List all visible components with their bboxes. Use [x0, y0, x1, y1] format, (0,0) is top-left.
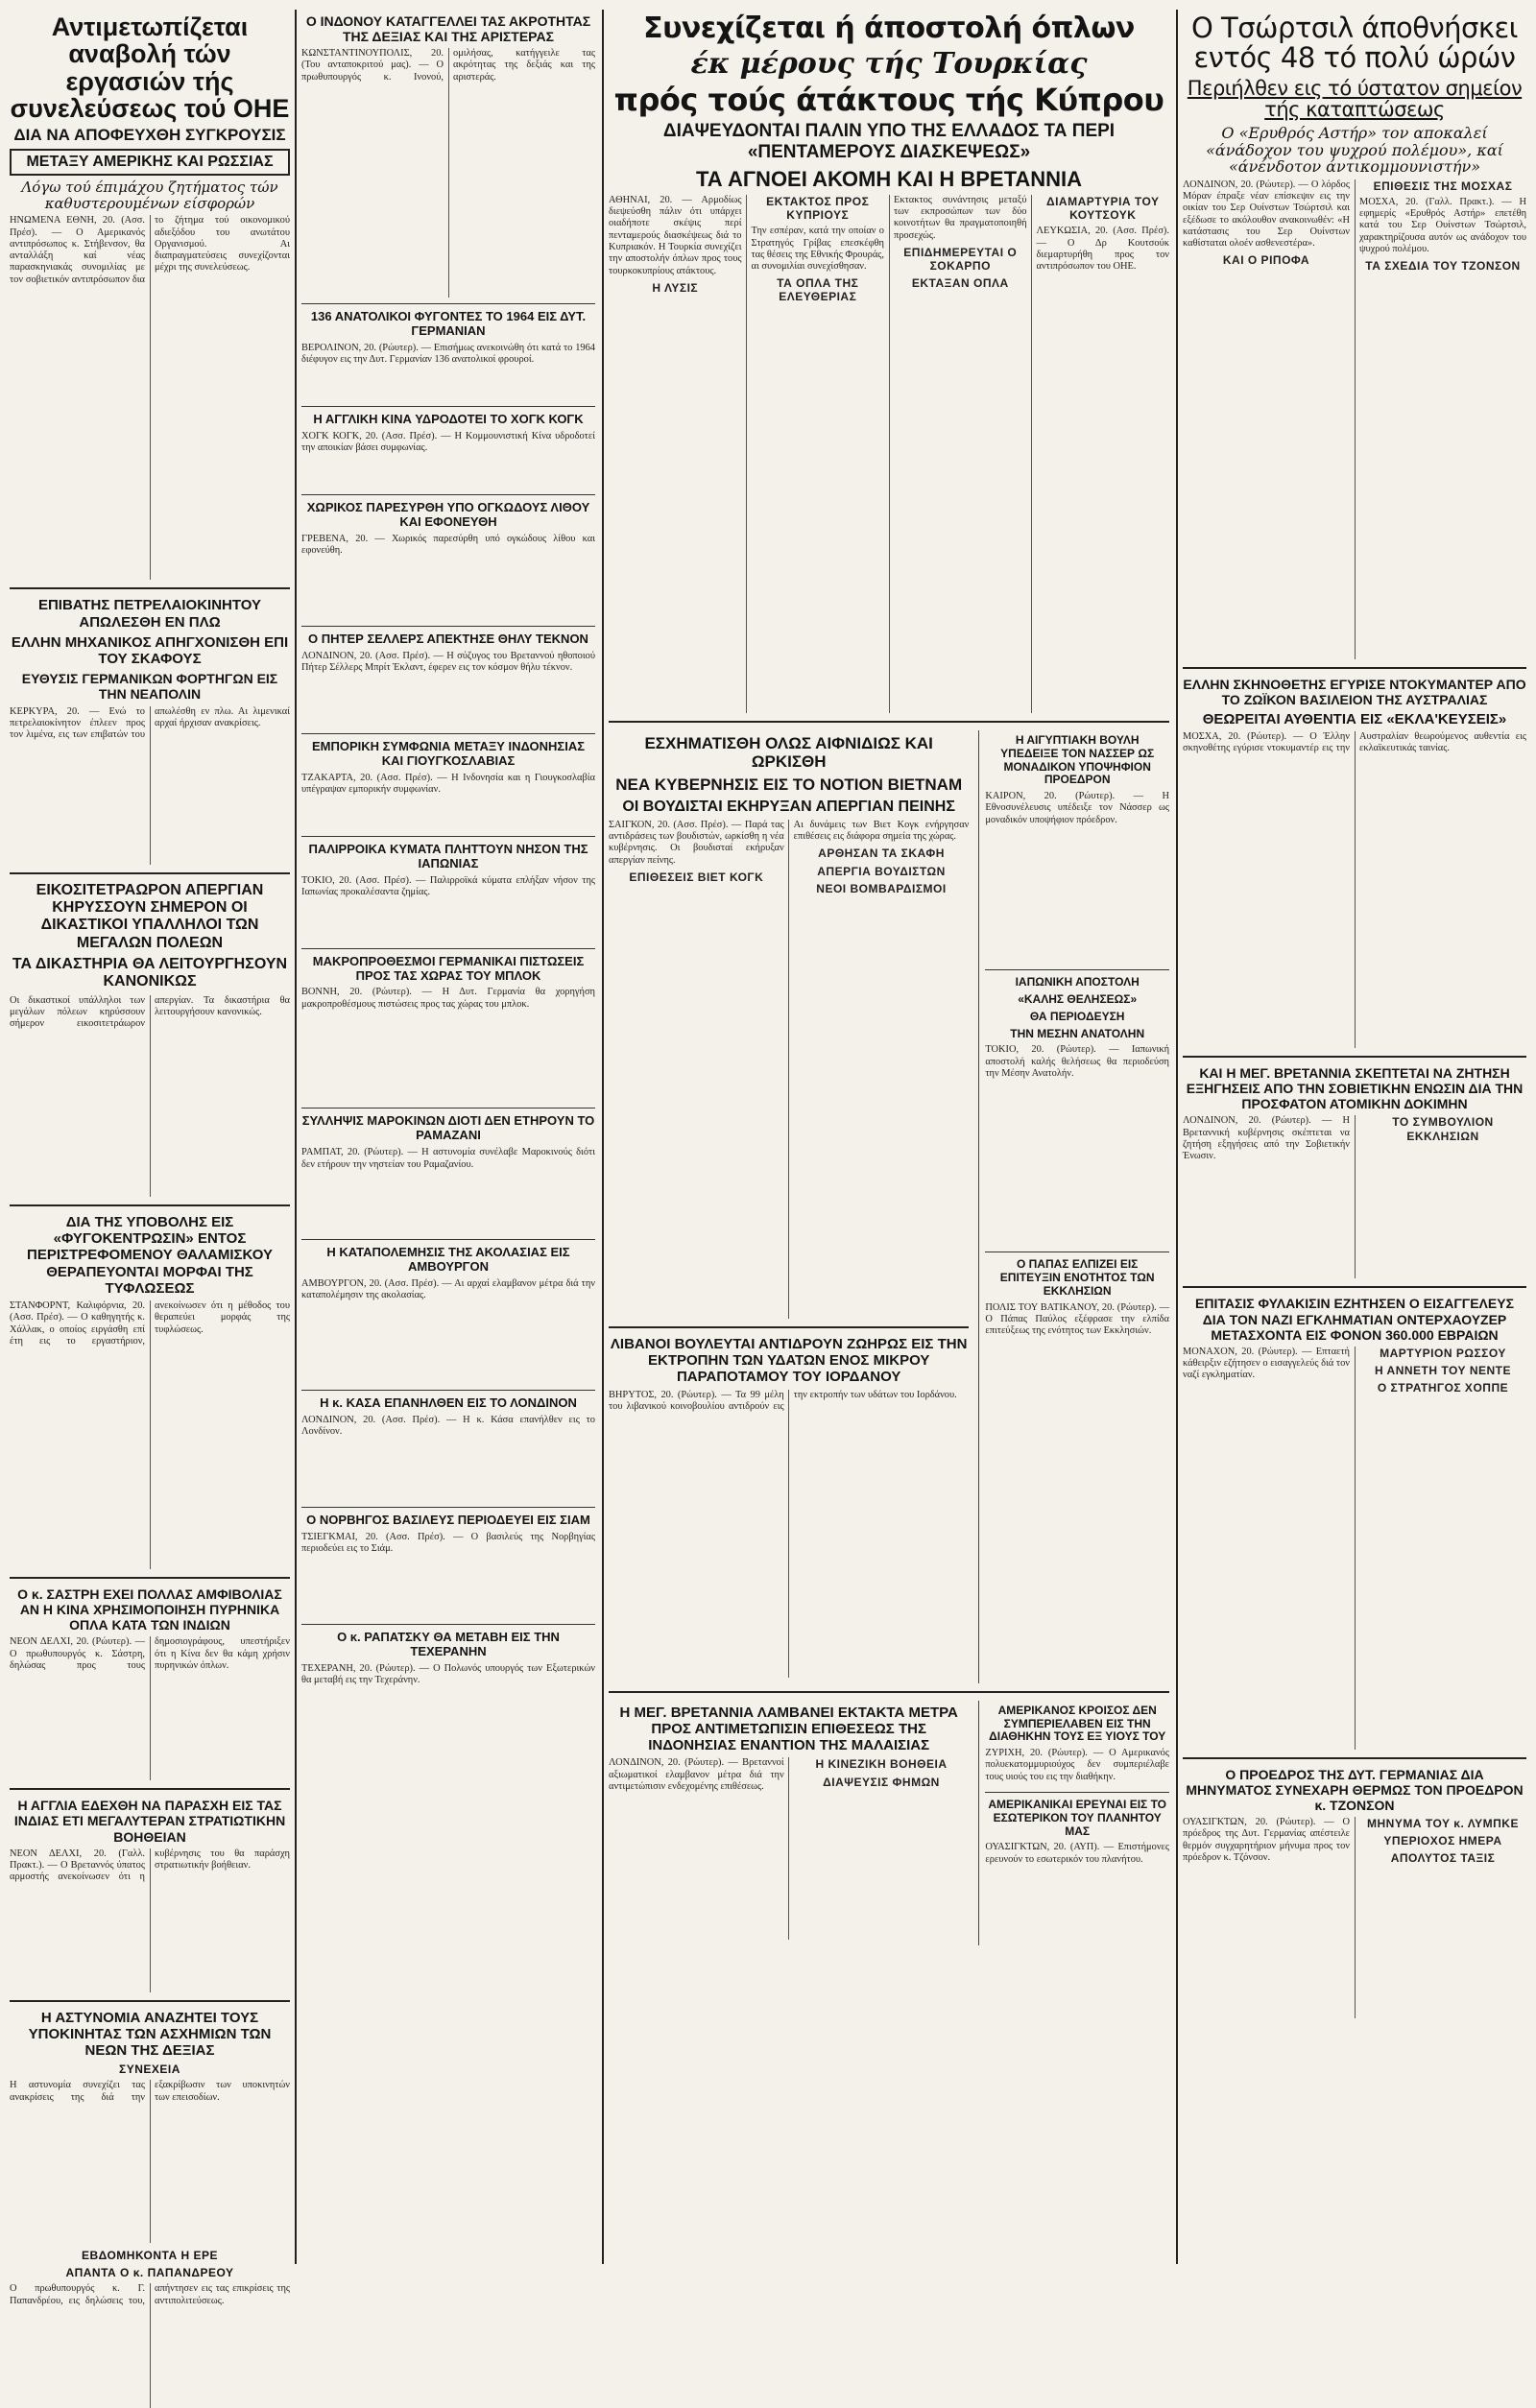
article-text: ΣΑΙΓΚΟΝ, 20. (Ασσ. Πρέσ). — Παρά τας αντιδράσεις των βουδιστών, ωρκίσθη η νέα κυβέρνησις. Οι βουδισταί εκήρυξαν απεργίαν πείνης. [609, 819, 784, 866]
vietnam-article [609, 730, 969, 1683]
headline-italic: έκ μέρους τής Τουρκίας [690, 47, 1088, 82]
section-head: ΕΒΔΟΜΗΚΟΝΤΑ Η ΕΡΕ [81, 2249, 219, 2263]
article-body: ΤΕΧΕΡΑΝΗ, 20. (Ρώυτερ). — Ο Πολωνός υπουργός των Εξωτερικών θα μεταβή εις την Τεχεράνην. [301, 1662, 595, 1686]
subheadline-italic: Λόγω τού έπιμάχου ζητήματος τών καθυστερουμένων είσφορών [21, 179, 278, 212]
article-body: ΣΤΑΝΦΟΡΝΤ, Καλιφόρνια, 20. (Ασσ. Πρέσ). — Ο καθηγητής κ. Χάλλακ, ο οποίος ειργάσθη επί έτη εις το εργαστήριον, ανεκοίνωσεν ότι η μέθοδος του θεραπεύει μορφάς της τυφλώσεως. [10, 1300, 290, 1347]
section-head: ΕΠΙΔΗΜΕΡΕΥΤΑΙ Ο ΣΟΚΑΡΠΟ [903, 245, 1018, 274]
article-body: Οι δικαστικοί υπάλληλοι των μεγάλων πόλεων κηρύσσουν σήμερον εικοσιτετράωρον απεργίαν. Τα δικαστήρια θα λειτουργήσουν κανονικώς. [10, 994, 290, 1030]
column-1 [10, 10, 290, 2306]
article-body: ΓΡΕΒΕΝΑ, 20. — Χωρικός παρεσύρθη υπό ογκώδους λίθου και εφονεύθη. [301, 533, 595, 557]
column-rule [602, 10, 604, 2264]
article-title: Ο ΠΡΟΕΔΡΟΣ ΤΗΣ ΔΥΤ. ΓΕΡΜΑΝΙΑΣ ΔΙΑ ΜΗΝΥΜΑΤΟΣ ΣΥΝΕΧΑΡΗ ΘΕΡΜΩΣ ΤΟΝ ΠΡΟΕΔΡΟΝ κ. ΤΖΟΝΣΟΝ [1186, 1766, 1524, 1813]
article-title: Ο ΙΝΔΟΝΟΥ ΚΑΤΑΓΓΕΛΛΕΙ ΤΑΣ ΑΚΡΟΤΗΤΑΣ ΤΗΣ ΔΕΞΙΑΣ ΚΑΙ ΤΗΣ ΑΡΙΣΤΕΡΑΣ [305, 13, 591, 45]
article-title: Ο κ. ΡΑΠΑΤΣΚΥ ΘΑ ΜΕΤΑΒΗ ΕΙΣ ΤΗΝ ΤΕΧΕΡΑΝΗΝ [337, 1630, 560, 1658]
subheadline-italic: Ο «Ερυθρός Αστήρ» τον αποκαλεί «άνάδοχον του ψυχρού πολέμου», καί «άνένδοτον άντικομμουνιστήν» [1206, 123, 1503, 177]
article-title: ΧΩΡΙΚΟΣ ΠΑΡΕΣΥΡΘΗ ΥΠΟ ΟΓΚΩΔΟΥΣ ΛΙΘΟΥ ΚΑΙ ΕΦΟΝΕΥΘΗ [306, 500, 590, 529]
article-body: ΧΟΓΚ ΚΟΓΚ, 20. (Ασσ. Πρέσ). — Η Κομμουνιστική Κίνα υδροδοτεί την αποικίαν βάσει συμφωνίας. [301, 431, 595, 454]
article-text: ΜΟΝΑΧΟΝ, 20. (Ρώυτερ). — Επταετή κάθειρξιν εζήτησεν ο εισαγγελεύς διά τον ναζί εγκληματίαν. [1183, 1346, 1350, 1381]
article-title: 136 ΑΝΑΤΟΛΙΚΟΙ ΦΥΓΟΝΤΕΣ ΤΟ 1964 ΕΙΣ ΔΥΤ. ΓΕΡΜΑΝΙΑΝ [310, 309, 587, 339]
article-body: ΑΜΒΟΥΡΓΟΝ, 20. (Ασσ. Πρέσ). — Αι αρχαί ελαμβανον μέτρα διά την καταπολέμησιν της ακολασίας. [301, 1278, 595, 1301]
article-body: ΗΝΩΜΕΝΑ ΕΘΝΗ, 20. (Ασσ. Πρέσ). — Ο Αμερικανός αντιπρόσωπος κ. Στήβενσον, θα ανταλλάξη καί νέας παρασκηνιακάς συνομιλίας με τον σοβιετικόν αντιπρόσωπον δια το ζήτημα τού οικονομικού αδιεξόδου του ανωτάτου Οργανισμού. Αι διαπραγματεύσεις συνεχίζονται μέχρι της συνελεύσεως. [10, 215, 290, 285]
subheadline: ΔΙΑ ΝΑ ΑΠΟΦΕΥΧΘΗ ΣΥΓΚΡΟΥΣΙΣ [13, 126, 286, 145]
section-head: ΕΚΤΑΚΤΟΣ ΠΡΟΣ ΚΥΠΡΙΟΥΣ [766, 194, 870, 223]
article-subtitle: ΤΑ ΔΙΚΑΣΤΗΡΙΑ ΘΑ ΛΕΙΤΟΥΡΓΗΣΟΥΝ ΚΑΝΟΝΙΚΩΣ [12, 956, 288, 990]
article-body: ΛΟΝΔΙΝΟΝ, 20. (Ασσ. Πρέσ). — Η σύζυγος του Βρεταννού ηθοποιού Πήτερ Σέλλερς Μπρίτ Έκλαντ, έφερεν εις τον κόσμον θήλυ τέκνον. [301, 650, 595, 674]
article-title: Η ΑΣΤΥΝΟΜΙΑ ΑΝΑΖΗΤΕΙ ΤΟΥΣ ΥΠΟΚΙΝΗΤΑΣ ΤΩΝ ΑΣΧΗΜΙΩΝ ΤΩΝ ΝΕΩΝ ΤΗΣ ΔΕΞΙΑΣ [28, 2009, 272, 2060]
article-body: ΛΟΝΔΙΝΟΝ, 20. (Ασσ. Πρέσ). — Η κ. Κάσα επανήλθεν εις το Λονδίνον. [301, 1415, 595, 1438]
article-title: ΑΜΕΡΙΚΑΝΟΣ ΚΡΟΙΣΟΣ ΔΕΝ ΣΥΜΠΕΡΙΕΛΑΒΕΝ ΕΙΣ ΤΗΝ ΔΙΑΘΗΚΗΝ ΤΟΥΣ ΕΞ ΥΙΟΥΣ ΤΟΥ [989, 1703, 1166, 1744]
section-head: ΚΑΙ Ο ΡΙΠΟΦΑ [1222, 253, 1310, 268]
section-head: ΑΠΑΝΤΑ Ο κ. ΠΑΠΑΝΔΡΕΟΥ [65, 2266, 234, 2280]
column-2 [301, 10, 595, 2264]
subheadline-boxed: ΜΕΤΑΞΥ ΑΜΕΡΙΚΗΣ ΚΑΙ ΡΩΣΣΙΑΣ [10, 149, 290, 176]
article-body: ΜΟΣΧΑ, 20. (Ρώυτερ). — Ο Έλλην σκηνοθέτης εγύρισε ντοκυμαντέρ εις την Αυστραλίαν θεωρούμενος αυθεντία εις εκλαϊκευτικάς ταινίας. [1183, 731, 1526, 754]
article-text: ΜΟΣΧΑ, 20. (Γαλλ. Πρακτ.). — Η εφημερίς «Ερυθρός Αστήρ» επετέθη κατά του Σερ Ουίνστων Τσώρτσιλ, χαρακτηρίζουσα αυτόν ως ανάδοχον του ψυχρού πολέμου. [1359, 196, 1526, 254]
article-body: ΠΟΛΙΣ ΤΟΥ ΒΑΤΙΚΑΝΟΥ, 20. (Ρώυτερ). — Ο Πάπας Παύλος εξέφρασε την ελπίδα επιτεύξεως της ενότητος των Εκκλησιών. [985, 1301, 1169, 1337]
side-articles [978, 730, 1169, 1683]
article-title: ΛΙΒΑΝΟΙ ΒΟΥΛΕΥΤΑΙ ΑΝΤΙΔΡΟΥΝ ΖΩΗΡΩΣ ΕΙΣ ΤΗΝ ΕΚΤΡΟΠΗΝ ΤΩΝ ΥΔΑΤΩΝ ΕΝΟΣ ΜΙΚΡΟΥ ΠΑΡΑΠΟΤΑΜΟΥ ΤΟΥ ΙΟΡΔΑΝΟΥ [610, 1335, 968, 1386]
section-head: ΕΚΤΑΞΑΝ ΟΠΛΑ [911, 276, 1009, 291]
article-body [609, 1757, 969, 1940]
section-head: ΤΟ ΣΥΜΒΟΥΛΙΟΝ ΕΚΚΛΗΣΙΩΝ [1392, 1115, 1494, 1143]
article-text: ΛΟΝΔΙΝΟΝ, 20. (Ρώυτερ). — Ο λόρδος Μόραν έπραξε νέαν επίσκεψιν εις την οικίαν του Σερ Ουίνστων Τσώρτσιλ και εξέδωσε το ακόλουθον ανακοινωθέν: «Η κατάστασις του Σερ Ουίνστων καθίσταται ολοέν ασθενεστέρα». [1183, 179, 1350, 250]
article-title: ΕΣΧΗΜΑΤΙΣΘΗ ΟΛΩΣ ΑΙΦΝΙΔΙΩΣ ΚΑΙ ΩΡΚΙΣΘΗ [644, 733, 933, 772]
section-head: Η ΛΥΣΙΣ [652, 280, 699, 295]
article-body [1183, 1817, 1526, 2018]
headline-main: Συνεχίζεται ή άποστολή όπλων [643, 12, 1135, 45]
section-head: ΝΕΟΙ ΒΟΜΒΑΡΔΙΣΜΟΙ [816, 881, 947, 895]
subheadline: ΔΙΑΨΕΥΔΟΝΤΑΙ ΠΑΛΙΝ ΥΠΟ ΤΗΣ ΕΛΛΑΔΟΣ ΤΑ ΠΕΡΙ «ΠΕΝΤΑΜΕΡΟΥΣ ΔΙΑΣΚΕΨΕΩΣ» [662, 120, 1116, 162]
article-text: ΟΥΑΣΙΓΚΤΩΝ, 20. (Ρώυτερ). — Ο πρόεδρος της Δυτ. Γερμανίας απέστειλε θερμόν συγχαρητήριον μήνυμα προς τον πρόεδρον κ. Τζόνσον. [1183, 1817, 1350, 1863]
article-text: ΛΕΥΚΩΣΙΑ, 20. (Ασσ. Πρέσ). — Ο Δρ Κουτσούκ διεμαρτυρήθη προς τον αντιπρόσωπον του ΟΗΕ. [1036, 226, 1169, 273]
article-body [609, 195, 1169, 713]
section-head: ΑΠΕΡΓΙΑ ΒΟΥΔΙΣΤΩΝ [817, 864, 946, 878]
article-body: Ο πρωθυπουργός κ. Γ. Παπανδρέου, εις δηλώσεις του, απήντησεν εις τας επικρίσεις της αντιπολιτεύσεως. [10, 2283, 290, 2306]
subheadline: Περιήλθεν εις τό ύστατον σημείον τής καταπτώσεως [1187, 76, 1523, 122]
section-head: ΔΙΑΜΑΡΤΥΡΙΑ ΤΟΥ ΚΟΥΤΣΟΥΚ [1045, 194, 1160, 223]
article-title: ΚΑΙ Η ΜΕΓ. ΒΡΕΤΑΝΝΙΑ ΣΚΕΠΤΕΤΑΙ ΝΑ ΖΗΤΗΣΗ ΕΞΗΓΗΣΕΙΣ ΑΠΟ ΤΗΝ ΣΟΒΙΕΤΙΚΗΝ ΕΝΩΣΙΝ ΔΙΑ ΤΗΝ ΠΡΟΣΦΑΤΟΝ ΑΤΟΜΙΚΗΝ ΔΟΚΙΜΗΝ [1186, 1065, 1524, 1112]
article-body: ΤΟΚΙΟ, 20. (Ασσ. Πρέσ). — Παλιρροϊκά κύματα επλήξαν νήσον της Ιαπωνίας προκαλέσαντα ζημίας. [301, 874, 595, 897]
article-title: «ΚΑΛΗΣ ΘΕΛΗΣΕΩΣ» [1018, 991, 1138, 1006]
article-body: Η αστυνομία συνεχίζει τας ανακρίσεις της διά την εξακρίβωσιν των υποκινητών των επεισοδίων. [10, 2080, 290, 2103]
article-body: ΒΟΝΝΗ, 20. (Ρώυτερ). — Η Δυτ. Γερμανία θα χορηγήση μακροπροθέσμους πιστώσεις προς τας χώρας του μπλοκ. [301, 987, 595, 1010]
article-text: ΛΟΝΔΙΝΟΝ, 20. (Ρώυτερ). — Βρεταννοί αξιωματικοί ελαμβανον μέτρα διά την αντιμετώπισιν ενδεχομένης επιθέσεως. [609, 1757, 784, 1792]
section-head: ΤΑ ΟΠΛΑ ΤΗΣ ΕΛΕΥΘΕΡΙΑΣ [777, 276, 859, 304]
article-body: ΡΑΜΠΑΤ, 20. (Ρώυτερ). — Η αστυνομία συνέλαβε Μαροκινούς διότι δεν ετήρουν την νηστείαν του Ραμαζανίου. [301, 1147, 595, 1170]
section-head: ΣΥΝΕΧΕΙΑ [119, 2062, 180, 2077]
article-title: ΕΜΠΟΡΙΚΗ ΣΥΜΦΩΝΙΑ ΜΕΤΑΞΥ ΙΝΔΟΝΗΣΙΑΣ ΚΑΙ ΓΙΟΥΓΚΟΣΛΑΒΙΑΣ [311, 738, 586, 768]
article-title: ΑΜΕΡΙΚΑΝΙΚΑΙ ΕΡΕΥΝΑΙ ΕΙΣ ΤΟ ΕΣΩΤΕΡΙΚΟΝ ΤΟΥ ΠΛΑΝΗΤΟΥ ΜΑΣ [988, 1798, 1167, 1838]
article-subtitle: ΕΥΘΥΣΙΣ ΓΕΡΜΑΝΙΚΩΝ ΦΟΡΤΗΓΩΝ ΕΙΣ ΤΗΝ ΝΕΑΠΟΛΙΝ [21, 671, 278, 703]
article-title: Η ΑΙΓΥΠΤΙΑΚΗ ΒΟΥΛΗ ΥΠΕΔΕΙΞΕ ΤΟΝ ΝΑΣΣΕΡ ΩΣ ΜΟΝΑΔΙΚΟΝ ΥΠΟΨΗΦΙΟΝ ΠΡΟΕΔΡΟΝ [1000, 732, 1155, 787]
article-body [1183, 1115, 1526, 1278]
article-body: ΟΥΑΣΙΓΚΤΩΝ, 20. (ΑΥΠ). — Επιστήμονες ερευνούν το εσωτερικόν του πλανήτου. [985, 1842, 1169, 1865]
article-text: Αι δυνάμεις των Βιετ Κογκ ενήργησαν επιθέσεις εις διάφορα σημεία της χώρας. [793, 819, 970, 843]
article-title: Ο κ. ΣΑΣΤΡΗ ΕΧΕΙ ΠΟΛΛΑΣ ΑΜΦΙΒΟΛΙΑΣ ΑΝ Η ΚΙΝΑ ΧΡΗΣΙΜΟΠΟΙΗΣΗ ΠΥΡΗΝΙΚΑ ΟΠΛΑ ΚΑΤΑ ΤΩΝ ΙΝΔΙΩΝ [17, 1586, 282, 1633]
article-body: ΝΕΟΝ ΔΕΛΧΙ, 20. (Γαλλ. Πρακτ.). — Ο Βρεταννός ύπατος αρμοστής ανεκοίνωσεν ότι η κυβέρνησις του θα παράσχη στρατιωτικήν βοήθειαν. [10, 1848, 290, 1883]
section-head: ΑΠΟΛΥΤΟΣ ΤΑΞΙΣ [1390, 1851, 1496, 1866]
headline-main: πρός τούς άτάκτους τής Κύπρου [613, 82, 1164, 119]
section-head: ΕΠΙΘΕΣΙΣ ΤΗΣ ΜΟΣΧΑΣ [1373, 179, 1513, 193]
section-head: ΜΑΡΤΥΡΙΟΝ ΡΩΣΣΟΥ [1380, 1346, 1506, 1360]
article-body: ΒΕΡΟΛΙΝΟΝ, 20. (Ρώυτερ). — Επισήμως ανεκοινώθη ότι κατά το 1964 διέφυγον εις την Δυτ. Γερμανίαν 136 ανατολικοί φρουροί. [301, 343, 595, 366]
section-head: Η ΚΙΝΕΖΙΚΗ ΒΟΗΘΕΙΑ [815, 1757, 948, 1772]
article-title: ΕΛΛΗΝ ΣΚΗΝΟΘΕΤΗΣ ΕΓΥΡΙΣΕ ΝΤΟΚΥΜΑΝΤΕΡ ΑΠΟ ΤΟ ΖΩΪΚΟΝ ΒΑΣΙΛΕΙΟΝ ΤΗΣ ΑΥΣΤΡΑΛΙΑΣ [1183, 676, 1526, 707]
article-text: Εκτακτος συνάντησις μεταξύ των εκπροσώπων των δύο κοινοτήτων θα πραγματοποιηθή προσεχώς. [894, 194, 1027, 241]
article-title: Η ΑΓΓΛΙΑ ΕΔΕΧΘΗ ΝΑ ΠΑΡΑΣΧΗ ΕΙΣ ΤΑΣ ΙΝΔΙΑΣ ΕΤΙ ΜΕΓΑΛΥΤΕΡΑΝ ΣΤΡΑΤΙΩΤΙΚΗΝ ΒΟΗΘΕΙΑΝ [13, 1798, 286, 1845]
article-body: ΤΖΑΚΑΡΤΑ, 20. (Ασσ. Πρέσ). — Η Ινδονησία και η Γιουγκοσλαβία υπέγραψαν εμπορικήν συμφωνίαν. [301, 772, 595, 795]
column-5 [1183, 10, 1526, 2264]
headline-churchill: Ο Τσώρτσιλ άποθνήσκει εντός 48 τό πολύ ώρών [1191, 12, 1518, 75]
article-text: ΛΟΝΔΙΝΟΝ, 20. (Ρώυτερ). — Η Βρεταννική κυβέρνησις σκέπτεται να ζητήση εξηγήσεις από την Σοβιετικήν Ένωσιν. [1183, 1115, 1350, 1162]
section-head: ΤΑ ΣΧΕΔΙΑ ΤΟΥ ΤΖΟΝΣΟΝ [1365, 259, 1521, 274]
section-head: ΔΙΑΨΕΥΣΙΣ ΦΗΜΩΝ [823, 1775, 940, 1789]
article-body: ΤΟΚΙΟ, 20. (Ρώυτερ). — Ιαπωνική αποστολή καλής θελήσεως θα περιοδεύση την Μέσην Ανατολήν. [985, 1044, 1169, 1079]
article-title: ΕΠΙΤΑΣΙΣ ΦΥΛΑΚΙΣΙΝ ΕΖΗΤΗΣΕΝ Ο ΕΙΣΑΓΓΕΛΕΥΣ ΔΙΑ ΤΟΝ ΝΑΖΙ ΕΓΚΛΗΜΑΤΙΑΝ ΟΝΤΕΡΧΑΟΥΖΕΡ ΜΕΤΑΣΧΟΝΤΑ ΕΙΣ ΦΟΝΟΝ 360.000 ΕΒΡΑΙΩΝ [1195, 1296, 1514, 1343]
headline-oht: Αντιμετωπίζεται αναβολή τών εργασιών τής συνελεύσεως τού ΟΗΕ [10, 12, 290, 124]
article-title: Η κ. ΚΑΣΑ ΕΠΑΝΗΛΘΕΝ ΕΙΣ ΤΟ ΛΟΝΔΙΝΟΝ [320, 1395, 577, 1411]
article-title: Η ΜΕΓ. ΒΡΕΤΑΝΝΙΑ ΛΑΜΒΑΝΕΙ ΕΚΤΑΚΤΑ ΜΕΤΡΑ ΠΡΟΣ ΑΝΤΙΜΕΤΩΠΙΣΙΝ ΕΠΙΘΕΣΕΩΣ ΤΗΣ ΙΝΔΟΝΗΣΙΑΣ ΕΝΑΝΤΙΟΝ ΤΗΣ ΜΑΛΑΙΣΙΑΣ [619, 1704, 958, 1754]
article-subtitle: ΕΛΛΗΝ ΜΗΧΑΝΙΚΟΣ ΑΠΗΓΧΟΝΙΣΘΗ ΕΠΙ ΤΟΥ ΣΚΑΦΟΥΣ [11, 633, 289, 668]
article-title: ΜΑΚΡΟΠΡΟΘΕΣΜΟΙ ΓΕΡΜΑΝΙΚΑΙ ΠΙΣΤΩΣΕΙΣ ΠΡΟΣ ΤΑΣ ΧΩΡΑΣ ΤΟΥ ΜΠΛΟΚ [312, 953, 585, 983]
article-title: ΕΙΚΟΣΙΤΕΤΡΑΩΡΟΝ ΑΠΕΡΓΙΑΝ ΚΗΡΥΣΣΟΥΝ ΣΗΜΕΡΟΝ ΟΙ ΔΙΚΑΣΤΙΚΟΙ ΥΠΑΛΛΗΛΟΙ ΤΩΝ ΜΕΓΑΛΩΝ ΠΟΛΕΩΝ [36, 881, 264, 951]
article-title: ΣΥΛΛΗΨΙΣ ΜΑΡΟΚΙΝΩΝ ΔΙΟΤΙ ΔΕΝ ΕΤΗΡΟΥΝ ΤΟ ΡΑΜΑΖΑΝΙ [301, 1113, 595, 1143]
article-body [1183, 179, 1526, 659]
article-body: ΒΗΡΥΤΟΣ, 20. (Ρώυτερ). — Τα 99 μέλη του λιβανικού κοινοβουλίου αντιδρούν εις την εκτροπήν των υδάτων του Ιορδάνου. [609, 1389, 957, 1412]
article-title: Ο ΝΟΡΒΗΓΟΣ ΒΑΣΙΛΕΥΣ ΠΕΡΙΟΔΕΥΕΙ ΕΙΣ ΣΙΑΜ [306, 1513, 590, 1528]
column-center [609, 10, 1169, 2264]
article-body: ΚΑΙΡΟΝ, 20. (Ρώυτερ). — Η Εθνοσυνέλευσις υπέδειξε τον Νάσσερ ως μοναδικόν υποψήφιον πρόεδρον. [985, 791, 1169, 825]
article-title: ΘΑ ΠΕΡΙΟΔΕΥΣΗ [1029, 1009, 1125, 1023]
article-title: ΠΑΛΙΡΡΟΙΚΑ ΚΥΜΑΤΑ ΠΛΗΤΤΟΥΝ ΝΗΣΟΝ ΤΗΣ ΙΑΠΩΝΙΑΣ [308, 841, 588, 870]
article-subtitle: ΘΕΩΡΕΙΤΑΙ ΑΥΘΕΝΤΙΑ ΕΙΣ «ΕΚΛΑ'ΚΕΥΣΕΙΣ» [1202, 710, 1507, 727]
section-head: ΑΡΘΗΣΑΝ ΤΑ ΣΚΑΦΗ [818, 846, 945, 861]
article-title: Ο ΠΗΤΕΡ ΣΕΛΛΕΡΣ ΑΠΕΚΤΗΣΕ ΘΗΛΥ ΤΕΚΝΟΝ [308, 631, 588, 646]
section-head: ΕΠΙΘΕΣΕΙΣ ΒΙΕΤ ΚΟΓΚ [629, 870, 764, 885]
article-body: ΖΥΡΙΧΗ, 20. (Ρώυτερ). — Ο Αμερικανός πολυεκατομμυριούχος δεν συμπεριέλαβε τους υιούς του εις την διαθήκην. [985, 1748, 1169, 1782]
article-body: ΚΩΝΣΤΑΝΤΙΝΟΥΠΟΛΙΣ, 20. (Του ανταποκριτού μας). — Ο πρωθυπουργός κ. Ινονού, ομιλήσας, κατήγγειλε τας ακρότητας της δεξιάς και της αριστεράς. [301, 48, 595, 83]
article-title: Η ΑΓΓΛΙΚΗ ΚΙΝΑ ΥΔΡΟΔΟΤΕΙ ΤΟ ΧΟΓΚ ΚΟΓΚ [313, 412, 584, 427]
article-body [1183, 1347, 1526, 1750]
article-subtitle: ΟΙ ΒΟΥΔΙΣΤΑΙ ΕΚΗΡΥΞΑΝ ΑΠΕΡΓΙΑΝ ΠΕΙΝΗΣ [622, 798, 955, 815]
section-head: ΥΠΕΡΙΟΧΟΣ ΗΜΕΡΑ [1383, 1834, 1502, 1848]
article-title: ΝΕΑ ΚΥΒΕΡΝΗΣΙΣ ΕΙΣ ΤΟ ΝΟΤΙΟΝ ΒΙΕΤΝΑΜ [615, 775, 963, 795]
article-body [609, 820, 969, 1319]
subheadline: ΤΑ ΑΓΝΟΕΙ ΑΚΟΜΗ ΚΑΙ Η ΒΡΕΤΑΝΝΙΑ [695, 166, 1083, 191]
article-title: ΔΙΑ ΤΗΣ ΥΠΟΒΟΛΗΣ ΕΙΣ «ΦΥΓΟΚΕΝΤΡΩΣΙΝ» ΕΝΤΟΣ ΠΕΡΙΣΤΡΕΦΟΜΕΝΟΥ ΘΑΛΑΜΙΣΚΟΥ ΘΕΡΑΠΕΥΟΝΤΑΙ ΜΟΡΦΑΙ ΤΗΣ ΤΥΦΛΩΣΕΩΣ [27, 1213, 273, 1297]
article-title: ΙΑΠΩΝΙΚΗ ΑΠΟΣΤΟΛΗ [1015, 975, 1140, 989]
article-body: ΚΕΡΚΥΡΑ, 20. — Ενώ το πετρελαιοκίνητον έπλεεν προς τον λιμένα, εις των επιβατών του απωλέσθη εν πλω. Αι λιμενικαί αρχαί ήρχισαν ανακρίσεις. [10, 705, 290, 741]
article-body: ΝΕΟΝ ΔΕΛΧΙ, 20. (Ρώυτερ). — Ο πρωθυπουργός κ. Σάστρη, δηλώσας προς τους δημοσιογράφους, υπεστήριξεν ότι η Κίνα δεν θα κάμη χρήσιν πυρηνικών όπλων. [10, 1636, 290, 1671]
section-head: Ο ΣΤΡΑΤΗΓΟΣ ΧΟΠΠΕ [1377, 1381, 1509, 1395]
section-head: Η ΑΝΝΕΤΗ ΤΟΥ ΝΕΝΤΕ [1374, 1363, 1511, 1377]
article-title: ΤΗΝ ΜΕΣΗΝ ΑΝΑΤΟΛΗΝ [1010, 1026, 1145, 1040]
article-title: Η ΚΑΤΑΠΟΛΕΜΗΣΙΣ ΤΗΣ ΑΚΟΛΑΣΙΑΣ ΕΙΣ ΑΜΒΟΥΡΓΟΝ [326, 1245, 570, 1275]
column-rule [295, 10, 297, 2264]
article-title: ΕΠΙΒΑΤΗΣ ΠΕΤΡΕΛΑΙΟΚΙΝΗΤΟΥ ΑΠΩΛΕΣΘΗ ΕΝ ΠΛΩ [37, 597, 262, 631]
article-title: Ο ΠΑΠΑΣ ΕΛΠΙΖΕΙ ΕΙΣ ΕΠΙΤΕΥΞΙΝ ΕΝΟΤΗΤΟΣ ΤΩΝ ΕΚΚΛΗΣΙΩΝ [999, 1257, 1155, 1298]
article-text: ΑΘΗΝΑΙ, 20. — Αρμοδίως διεψεύσθη πάλιν ότι υπάρχει οιαδήποτε σκέψις περί πενταμερούς διασκέψεως διά το Κυπριακόν. Η Τουρκία συνεχίζει την αποστολήν όπλων προς τους τουρκοκυπρίους ατάκτους. [609, 194, 742, 276]
article-text: Την εσπέραν, κατά την οποίαν ο Στρατηγός Γρίβας επεσκέφθη τας θέσεις της Εθνικής Φρουράς, αι συνομιλίαι συνεχίσθησαν. [751, 226, 884, 273]
article-body: ΤΣΙΕΓΚΜΑΙ, 20. (Ασσ. Πρέσ). — Ο βασιλεύς της Νορβηγίας περιοδεύει εις το Σιάμ. [301, 1532, 595, 1555]
section-head: ΜΗΝΥΜΑ ΤΟΥ κ. ΛΥΜΠΚΕ [1367, 1817, 1519, 1831]
column-rule [1176, 10, 1178, 2264]
